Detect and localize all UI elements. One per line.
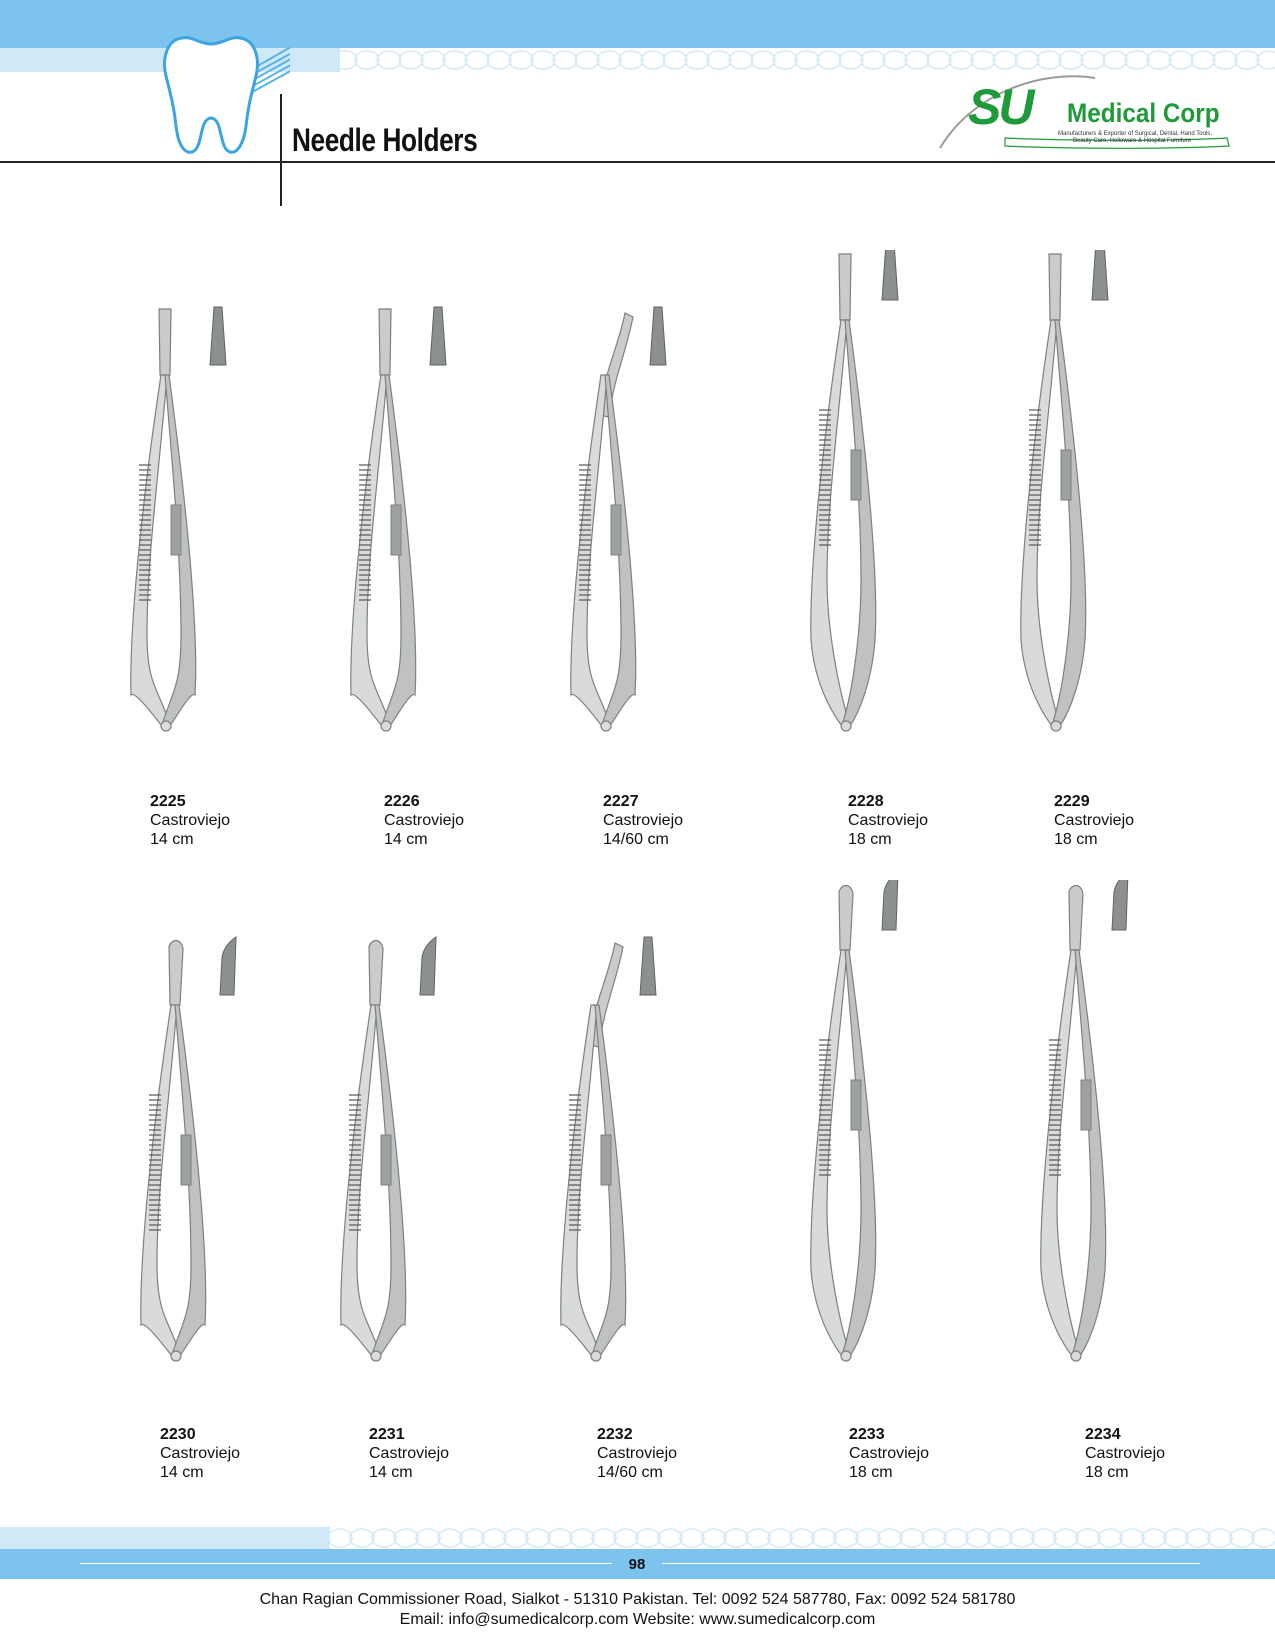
tip-detail-inset (430, 307, 446, 365)
instrument-hinge (1051, 721, 1061, 731)
product-card (560, 250, 750, 848)
product-code: 2225 (150, 793, 186, 810)
header-rule (0, 161, 1275, 163)
instrument-jaw (839, 254, 851, 320)
needle-holder-illustration (800, 250, 990, 760)
product-code: 2226 (384, 793, 420, 810)
product-card (340, 250, 530, 848)
needle-holder-illustration (130, 880, 320, 1390)
instrument-lock (1081, 1080, 1091, 1130)
instrument-hinge (381, 721, 391, 731)
instrument-hinge (171, 1351, 181, 1361)
footer-address: Chan Ragian Commissioner Road, Sialkot - 51310 Pakistan. Tel: 0092 524 587780, Fax: 0092 524 581780 (259, 1591, 1016, 1608)
product-name: Castroviejo (1054, 812, 1135, 829)
product-size: 18 cm (1054, 831, 1098, 848)
product-card (550, 880, 740, 1481)
instrument-handle (561, 1005, 599, 1360)
logo-mark: SU (968, 79, 1032, 135)
product-code: 2233 (849, 1426, 885, 1443)
needle-holder-illustration (1030, 880, 1220, 1390)
product-name: Castroviejo (849, 1445, 930, 1462)
product-card (330, 880, 520, 1481)
instrument-handle (571, 375, 609, 730)
instrument-lock (1061, 450, 1071, 500)
page-number: 98 (628, 1555, 646, 1573)
instrument-lock (851, 450, 861, 500)
product-name: Castroviejo (1085, 1445, 1166, 1462)
product-card (120, 250, 310, 848)
product-code: 2232 (597, 1426, 633, 1443)
instrument-handle (141, 1005, 179, 1360)
product-size: 18 cm (848, 831, 892, 848)
logo-tagline: Beauty Care, Holloware & Hospital Furniture (1073, 138, 1192, 144)
instrument-jaw (1049, 254, 1061, 320)
product-size: 14 cm (369, 1464, 413, 1481)
product-size: 14/60 cm (597, 1464, 663, 1481)
instrument-hinge (591, 1351, 601, 1361)
tip-detail-inset (220, 937, 236, 995)
instrument-handle (341, 1005, 379, 1360)
product-name: Castroviejo (597, 1445, 678, 1462)
needle-holder-illustration (1010, 250, 1200, 760)
product-code: 2231 (369, 1426, 405, 1443)
instrument-handle (131, 375, 169, 730)
instrument-lock (181, 1135, 191, 1185)
product-card (800, 250, 990, 848)
tip-detail-inset (1092, 250, 1108, 300)
instrument-jaw (369, 941, 383, 1006)
instrument-handle (1073, 950, 1106, 1360)
product-size: 14 cm (160, 1464, 204, 1481)
tip-detail-inset (210, 307, 226, 365)
product-code: 2234 (1085, 1426, 1121, 1443)
product-name: Castroviejo (848, 812, 929, 829)
product-name: Castroviejo (160, 1445, 241, 1462)
instrument-hinge (161, 721, 171, 731)
instrument-jaw (1069, 886, 1083, 951)
instrument-jaw (839, 886, 853, 951)
page-title: Needle Holders (292, 122, 478, 158)
instrument-lock (171, 505, 181, 555)
instrument-lock (601, 1135, 611, 1185)
instrument-handle (843, 320, 876, 730)
product-name: Castroviejo (369, 1445, 450, 1462)
instrument-jaw (379, 309, 391, 375)
needle-holder-illustration (330, 880, 520, 1390)
needle-holder-illustration (550, 880, 740, 1390)
product-name: Castroviejo (150, 812, 231, 829)
product-card (1030, 880, 1220, 1481)
logo-tagline: Manufacturers & Exporter of Surgical, Dental, Hand Tools, (1058, 131, 1212, 137)
tip-detail-inset (882, 250, 898, 300)
tip-detail-inset (882, 880, 898, 930)
logo-name: Medical Corp (1067, 98, 1220, 128)
product-card (800, 880, 990, 1481)
instrument-lock (391, 505, 401, 555)
instrument-hinge (1071, 1351, 1081, 1361)
needle-holder-illustration (340, 250, 530, 760)
instrument-lock (611, 505, 621, 555)
product-name: Castroviejo (384, 812, 465, 829)
instrument-hinge (841, 721, 851, 731)
needle-holder-illustration (120, 250, 310, 760)
product-card (1010, 250, 1200, 848)
title-divider (280, 94, 282, 206)
instrument-lock (381, 1135, 391, 1185)
instrument-hinge (601, 721, 611, 731)
needle-holder-illustration (560, 250, 750, 760)
product-code: 2230 (160, 1426, 196, 1443)
product-size: 14/60 cm (603, 831, 669, 848)
product-size: 18 cm (849, 1464, 893, 1481)
product-code: 2228 (848, 793, 884, 810)
instrument-jaw (169, 941, 183, 1006)
instrument-jaw (159, 309, 171, 375)
footer-contact: Email: info@sumedicalcorp.com Website: www.sumedicalcorp.com (399, 1611, 876, 1628)
page-number-badge (612, 1551, 662, 1577)
tip-detail-inset (650, 307, 666, 365)
needle-holder-illustration (800, 880, 990, 1390)
product-size: 18 cm (1085, 1464, 1129, 1481)
tip-detail-inset (640, 937, 656, 995)
instrument-handle (351, 375, 389, 730)
footer-ring-pattern (0, 1527, 1275, 1549)
product-size: 14 cm (150, 831, 194, 848)
product-code: 2229 (1054, 793, 1090, 810)
tooth-icon (160, 30, 290, 160)
product-name: Castroviejo (603, 812, 684, 829)
instrument-lock (851, 1080, 861, 1130)
instrument-handle (1053, 320, 1086, 730)
instrument-hinge (841, 1351, 851, 1361)
tip-detail-inset (420, 937, 436, 995)
instrument-handle (843, 950, 876, 1360)
product-size: 14 cm (384, 831, 428, 848)
product-card (130, 880, 320, 1481)
instrument-hinge (371, 1351, 381, 1361)
tip-detail-inset (1112, 880, 1128, 930)
product-code: 2227 (603, 793, 639, 810)
